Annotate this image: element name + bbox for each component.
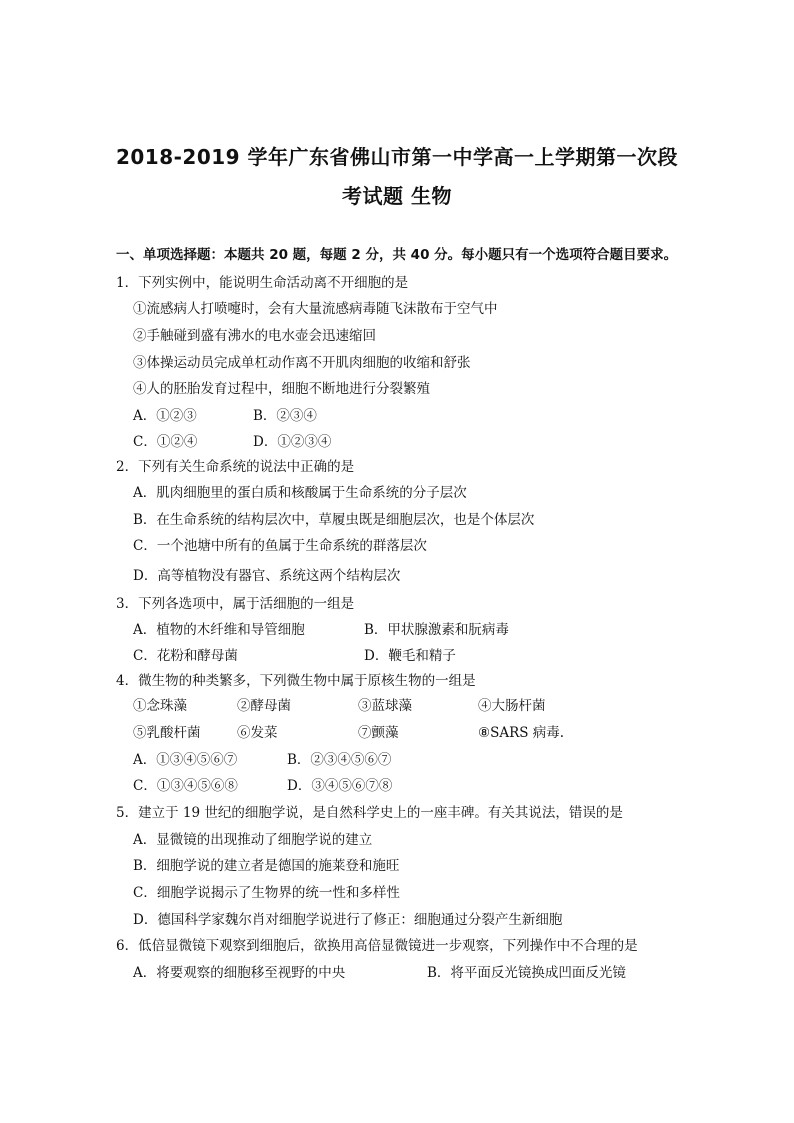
question-5-option-b: B．细胞学说的建立者是德国的施莱登和施旺 xyxy=(133,858,400,874)
question-5-option-c: C．细胞学说揭示了生物界的统一性和多样性 xyxy=(133,885,400,901)
question-2-option-c: C．一个池塘中所有的鱼属于生命系统的群落层次 xyxy=(133,538,427,554)
question-1-statement-4: ④人的胚胎发育过程中，细胞不断地进行分裂繁殖 xyxy=(133,381,430,397)
question-4-option-c: C．①③④⑤⑥⑧ xyxy=(133,778,238,794)
question-3-option-c: C．花粉和酵母菌 xyxy=(133,648,238,664)
question-4-option-d: D．③④⑤⑥⑦⑧ xyxy=(287,778,393,794)
question-1-statement-1: ①流感病人打喷嚏时，会有大量流感病毒随飞沫散布于空气中 xyxy=(133,301,498,317)
question-5-option-d: D．德国科学家魏尔肖对细胞学说进行了修正：细胞通过分裂产生新细胞 xyxy=(133,912,563,928)
question-3-stem: 3．下列各选项中，属于活细胞的一组是 xyxy=(116,596,355,612)
question-5-stem: 5．建立于 19 世纪的细胞学说，是自然科学史上的一座丰碑。有关其说法，错误的是 xyxy=(116,805,623,821)
question-1-option-a: A．①②③ xyxy=(133,408,197,424)
question-1-option-c: C．①②④ xyxy=(133,434,198,450)
question-1-statement-2: ②手触碰到盛有沸水的电水壶会迅速缩回 xyxy=(133,328,376,344)
question-2-option-a: A．肌肉细胞里的蛋白质和核酸属于生命系统的分子层次 xyxy=(133,485,467,501)
question-4-option-b: B．②③④⑤⑥⑦ xyxy=(287,752,392,768)
question-4-item-5: ⑤乳酸杆菌 xyxy=(133,725,201,741)
question-4-item-8: ⑧SARS 病毒. xyxy=(478,725,565,741)
question-1-stem: 1．下列实例中，能说明生命活动离不开细胞的是 xyxy=(116,275,409,291)
question-2-option-d: D．高等植物没有器官、系统这两个结构层次 xyxy=(133,568,401,584)
question-4-item-6: ⑥发菜 xyxy=(237,725,278,741)
question-3-option-b: B．甲状腺激素和朊病毒 xyxy=(364,622,509,638)
question-4-item-4: ④大肠杆菌 xyxy=(478,698,546,714)
question-2-option-b: B．在生命系统的结构层次中，草履虫既是细胞层次，也是个体层次 xyxy=(133,512,535,528)
page-title-line-1: 2018-2019 学年广东省佛山市第一中学高一上学期第一次段 xyxy=(115,145,679,169)
question-2-stem: 2．下列有关生命系统的说法中正确的是 xyxy=(116,459,355,475)
section-header: 一、单项选择题：本题共 20 题，每题 2 分，共 40 分。每小题只有一个选项符合题目要求。 xyxy=(116,247,678,263)
question-4-item-2: ②酵母菌 xyxy=(237,698,291,714)
question-1-statement-3: ③体操运动员完成单杠动作离不开肌肉细胞的收缩和舒张 xyxy=(133,355,471,371)
question-6-stem: 6．低倍显微镜下观察到细胞后，欲换用高倍显微镜进一步观察，下列操作中不合理的是 xyxy=(116,938,638,954)
question-4-item-1: ①念珠藻 xyxy=(133,698,187,714)
question-3-option-d: D．鞭毛和精子 xyxy=(364,648,456,664)
page-title-line-2: 考试题 生物 xyxy=(342,184,452,208)
question-4-item-3: ③蓝球藻 xyxy=(358,698,412,714)
question-5-option-a: A．显微镜的出现推动了细胞学说的建立 xyxy=(133,832,373,848)
question-1-option-d: D．①②③④ xyxy=(253,434,332,450)
question-4-item-7: ⑦颤藻 xyxy=(358,725,399,741)
question-3-option-a: A．植物的木纤维和导管细胞 xyxy=(133,622,305,638)
question-1-option-b: B．②③④ xyxy=(253,408,317,424)
question-4-option-a: A．①③④⑤⑥⑦ xyxy=(133,752,238,768)
question-4-stem: 4．微生物的种类繁多，下列微生物中属于原核生物的一组是 xyxy=(116,673,476,689)
question-6-option-a: A．将要观察的细胞移至视野的中央 xyxy=(133,965,346,981)
question-6-option-b: B．将平面反光镜换成凹面反光镜 xyxy=(427,965,626,981)
